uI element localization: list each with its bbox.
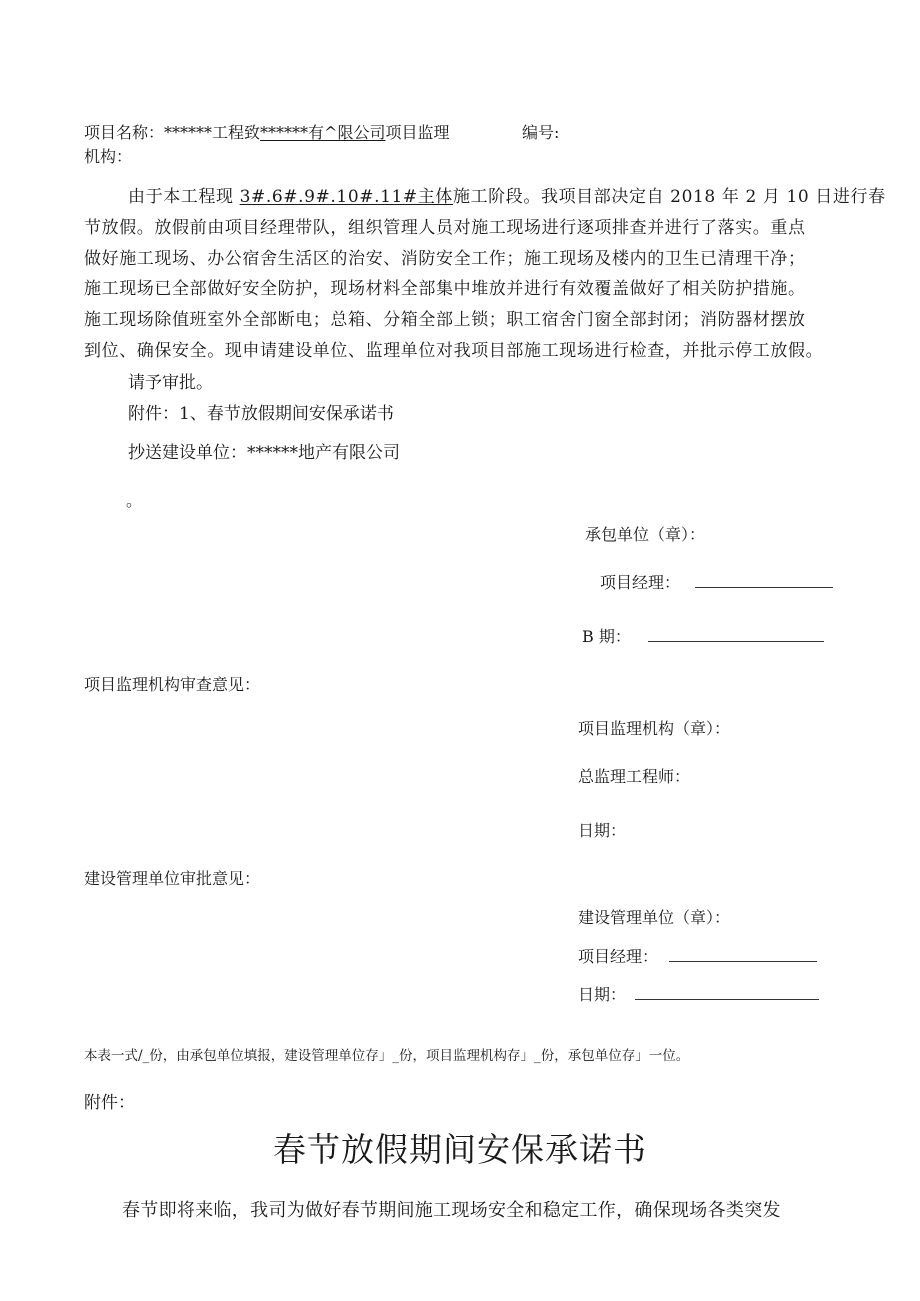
supervision-date-label: 日期： xyxy=(578,821,627,840)
commitment-title: 春节放假期间安保承诺书 xyxy=(273,1130,647,1169)
contractor-pm-label: 项目经理： xyxy=(600,573,681,592)
form-number-label: 编号: xyxy=(522,123,560,142)
attachment-note: 附件：1、春节放假期间安保承诺书 xyxy=(128,404,394,424)
owner-date-blank xyxy=(635,985,819,1000)
supervision-label-part-2: 机构： xyxy=(84,147,133,166)
copies-footnote: 本表一式/_份，由承包单位填报，建设管理单位存」_份，项目监理机构存」_份，承包单位存」一位。 xyxy=(84,1048,690,1064)
owner-opinion-label: 建设管理单位审批意见： xyxy=(84,869,261,888)
owner-pm-blank xyxy=(669,947,817,962)
paragraph-line-5: 施工现场除值班室外全部断电；总箱、分箱全部上锁；职工宿舍门窗全部封闭；消防器材摆放 xyxy=(84,310,806,331)
owner-unit-seal: 建设管理单位（章）： xyxy=(578,908,731,927)
owner-pm-label: 项目经理： xyxy=(578,947,659,966)
owner-pm-row xyxy=(578,944,817,967)
project-name-line xyxy=(84,120,449,143)
contractor-date-row xyxy=(582,624,824,647)
paragraph-line-4: 施工现场已全部做好安全防护，现场材料全部集中堆放并进行有效覆盖做好了相关防护措施。 xyxy=(84,279,806,300)
paragraph-line-2: 节放假。放假前由项目经理带队，组织管理人员对施工现场进行逐项排查并进行了落实。重点 xyxy=(84,217,806,238)
chief-supervisor-label: 总监理工程师： xyxy=(578,767,691,786)
owner-date-label: 日期： xyxy=(578,985,627,1004)
stray-period: 。 xyxy=(126,491,143,510)
supervision-opinion-label: 项目监理机构审查意见： xyxy=(84,675,261,694)
supervision-label-part-1: 项目监理 xyxy=(385,123,450,142)
contractor-unit-seal: 承包单位（章）： xyxy=(585,525,706,544)
paragraph-line-6: 到位、确保安全。现申请建设单位、监理单位对我项目部施工现场进行检查，并批示停工放假。 xyxy=(84,340,824,361)
cc-owner: 抄送建设单位：******地产有限公司 xyxy=(128,443,400,463)
request-approval: 请予审批。 xyxy=(128,373,213,393)
application-paragraph xyxy=(84,182,886,367)
project-name-part-2: ******有^限公司 xyxy=(260,123,386,142)
project-name-part-1: ******工程致 xyxy=(164,123,261,142)
supervision-unit-seal: 项目监理机构（章）： xyxy=(578,719,731,738)
paragraph-line-1: 由于本工程现 3#.6#.9#.10#.11#主体施工阶段。我项目部决定自 2018 年 2 月 10 日进行春 xyxy=(128,187,886,207)
contractor-date-label: B 期： xyxy=(582,627,631,646)
owner-date-row xyxy=(578,982,819,1005)
contractor-pm-row xyxy=(600,570,833,593)
attachment-label: 附件： xyxy=(84,1093,135,1113)
project-name-label: 项目名称： xyxy=(84,123,165,142)
building-numbers: 3#.6#.9#.10#.11#主体 xyxy=(239,187,453,207)
contractor-date-blank xyxy=(648,627,824,642)
paragraph-line-3: 做好施工现场、办公宿舍生活区的治安、消防安全工作；施工现场及楼内的卫生已清理干净； xyxy=(84,248,806,269)
contractor-pm-blank xyxy=(695,573,833,588)
commitment-first-line: 春节即将来临，我司为做好春节期间施工现场安全和稳定工作，确保现场各类突发 xyxy=(122,1200,781,1221)
